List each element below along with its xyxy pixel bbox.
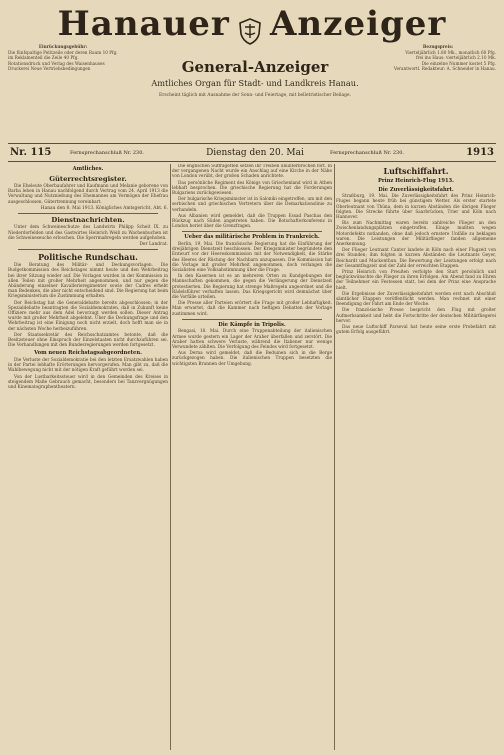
paragraph: Die englischen Suffragetten setzen ihr Treiben ununterbrochen fort. In der vergangenen Nacht wurde ein Anschlag auf eine Kirche in der Nähe von London verübt, der großen Schaden anrichtete. — [172, 164, 332, 180]
signature: Der Landrat. — [139, 242, 168, 248]
publication-note: Erscheint täglich mit Ausnahme der Sonn- und Feiertage, mit belletristischer Beilage. — [159, 93, 351, 98]
column-2 — [172, 164, 332, 750]
bottom-rule — [8, 161, 496, 162]
phone-right: Fernsprechanschluß Nr. 230. — [330, 150, 404, 156]
separator — [18, 249, 158, 250]
paragraph: In den Kasernen ist es an mehreren Orten zu Kundgebungen der Mannschaften gekommen, die gegen die Verlängerung der Dienstzeit protestierten. Die Regierung hat strenge Maßregeln angeordnet und die Rädelsführer verhaften lassen. Das Kriegsgericht wird demnächst über die Vorfälle urteilen. — [172, 274, 332, 301]
section-heading: Dienstnachrichten. — [51, 216, 125, 225]
paragraph: Die französische Presse bespricht den Flug mit großer Aufmerksamkeit und hebt die Fortschritte der deutschen Militärfliegerei hervor. — [336, 308, 496, 324]
paragraph: Straßburg, 19. Mai. Die Zuverlässigkeitsfahrt des Prinz Heinrich-Fluges begann heute früh bei günstigem Wetter. Als erster startete Oberleutnant von Thüna, dem in kurzen Abständen die übrigen Flieger folgten. Die Strecke führte über Saarbrücken, Trier und Köln nach Hannover. — [336, 194, 496, 220]
right-box-line: Vierteljährlich 1.80 Mk., monatlich 60 Pfg. — [405, 49, 496, 55]
masthead-right-word: Anzeiger — [270, 4, 447, 44]
issue-number: Nr. 115 — [10, 147, 52, 158]
paragraph: Von der Lustbarkeitssteuer wird in den Gemeinden des Kreises in steigendem Maße Gebrauch gemacht, besonders bei Tanzvergnügungen und Kinematographentheatern. — [8, 374, 168, 391]
paragraph: Der Staatssekretär des Reichsschatzamtes betonte, daß die Besitzsteuer ohne Einspruch der Einzelstaaten nicht durchzuführen sei. Die Verhandlungen mit den Bundesregierungen werden fortgesetzt. — [8, 332, 168, 349]
section-heading: Die Kämpfe in Tripolis. — [218, 321, 286, 328]
column-1 — [8, 164, 168, 750]
paragraph: Prinz Heinrich von Preußen verfolgte den Start persönlich und beglückwünschte die Flieger zu ihren Erfolgen. Am Abend fand zu Ehren der Teilnehmer ein Festessen statt, bei dem der Prinz eine Ansprache hielt. — [336, 270, 496, 291]
left-box-heading: Einrückungsgebühr: — [38, 44, 88, 49]
paragraph: Berlin, 19. Mai. Die französische Regierung hat die Einführung der dreijährigen Dienstzeit beschlossen. Der Kriegsminister begründete den Entwurf vor der Heereskommission mit der Notwendigkeit, die Stärke des Heeres der Rüstung der Nachbarn anzupassen. Die Kommission hat die Vorlage mit großer Mehrheit angenommen, doch verlangen die Sozialisten eine Volksabstimmung über die Frage. — [172, 242, 332, 274]
paragraph: Das neue Luftschiff Parseval hat heute seine erste Probefahrt mit gutem Erfolg ausgeführt. — [336, 325, 496, 336]
section-heading: Vom neuen Reichstagsabgeordneten. — [34, 350, 142, 357]
column-3 — [336, 164, 496, 750]
issue-year: 1913 — [466, 147, 494, 158]
paragraph: Aus Derna wird gemeldet, daß die Beduinen sich in die Berge zurückgezogen haben. Die italienischen Truppen besetzten die wichtigsten Brunnen der Umgebung. — [172, 351, 332, 367]
paragraph: Die Verluste der Sozialdemokratie bei den letzten Ersatzwahlen haben in der Partei lebhafte Erörterungen hervorgerufen. Man gibt zu, daß die Wahlbewegung nicht mit der nötigen Kraft geführt worden sei. — [8, 358, 168, 374]
section-heading: Güterrechtsregister. — [49, 174, 127, 183]
paragraph: Der Reichstag hat die Generaldebatte bereits abgeschlossen; in der Spezialdebatte beantragten die Sozialdemokraten, daß in Zukunft keine Offiziere mehr aus dem Adel bevorzugt werden sollen. Dieser Antrag wurde mit großer Mehrheit abgelehnt. Über die Deckungsfrage und den Wehrbeitrag ist eine Einigung noch nicht erzielt, doch hofft man sie in der nächsten Woche herbeizuführen. — [8, 300, 168, 332]
right-box-heading: Bezugspreis: — [422, 44, 454, 49]
paragraph: Die Presse aller Parteien erörtert die Frage mit großer Lebhaftigkeit. Man erwartet, daß die Kammer nach heftigen Debatten der Vorlage zustimmen wird. — [172, 301, 332, 317]
separator — [182, 231, 322, 232]
column-divider — [170, 164, 171, 750]
paragraph: Die Eheleute Oberbaufahrer und Kaufmann und Melanie geborene von Barba leben in Hanau nachfolgend durch Vertrag vom 24. April 1913 die Verwaltung und Nutznießung des Ehemannes am Vermögen der Ehefrau ausgeschlossen, Gütertrennung vereinbart. — [8, 184, 168, 205]
paragraph: Der Flieger Leutnant Canter landete in Köln nach einer Flugzeit von drei Stunden; ihm folgten in kurzen Abständen die Leutnants Geyer, Reichardt und Mackenthun. Die Bewertung der Leistungen erfolgt nach der Gesamtflugzeit und der Zahl der erreichten Etappen. — [336, 248, 496, 269]
section-heading: Die Zuverlässigkeitsfahrt. — [378, 186, 454, 193]
left-box-line: Die fünfspaltige Petitzeile oder deren Raum 10 Pfg. — [8, 49, 118, 55]
separator — [18, 213, 158, 214]
left-box-line: Rotationsdruck und Verlag des Waisenhauses — [8, 60, 105, 66]
section-heading: Prinz Heinrich-Flug 1913. — [378, 178, 454, 184]
paragraph: Das persönliche Regiment des Königs von Griechenland wird in Athen lebhaft besprochen. Die griechische Regierung hat die Forderungen Bulgariens zurückgewiesen. — [172, 180, 332, 197]
subscription-info-right — [380, 44, 496, 126]
section-heading: Politische Rundschau. — [38, 252, 138, 263]
left-box-line: Druckerei Neue Vertriebsbedingungen — [8, 66, 91, 72]
right-box-line: frei ins Haus: vierteljährlich 2.10 Mk. — [416, 55, 496, 61]
section-heading: Amtliches. — [72, 166, 104, 172]
paragraph: Bis zum Nachmittag waren bereits zahlreiche Flieger an den Zwischenlandungsplätzen eingetroffen. Einige mußten wegen Motordefekts notlanden, ohne daß jedoch ernstere Unfälle zu beklagen waren. Die Leistungen der Militärflieger fanden allgemeine Anerkennung. — [336, 221, 496, 248]
left-box-line: im Reklamenteil die Zeile 40 Pfg. — [8, 55, 79, 61]
column-divider — [334, 164, 335, 750]
right-box-line: Verantwortl. Redakteur: A. Schneider in Hanau. — [393, 66, 496, 72]
masthead — [10, 6, 494, 42]
issue-date: Dienstag den 20. Mai — [206, 148, 304, 158]
phone-left: Fernsprechanschluß Nr. 230. — [70, 150, 144, 156]
section-heading: Luftschiffahrt. — [383, 166, 449, 176]
paragraph: Bengasi, 18. Mai. Durch eine Truppenabteilung der italienischen Armee wurde gestern ein Lager der Araber überfallen und zerstört. Die Araber hatten schwere Verluste, während die Italiener nur wenige Verwundete zählten. Die Verfolgung des Feindes wird fortgesetzt. — [172, 329, 332, 351]
section-heading: Ueber das militärische Problem in Frankreich. — [184, 234, 320, 241]
coat-of-arms-icon — [235, 16, 265, 46]
paragraph: Die Beratung des Militär- und Deckungsvorlagen. Die Budgetkommission des Reichstages nimmt heute und den Wehrbeitrag bei ihrer Sitzung wieder auf. Die Vorlagen wurden in der Kommission in allen Teilen mit großer Mehrheit angenommen, und nur gegen die Abänderung einzelner Kavallerieregimenter sowie der Cadres erhebt man Bedenken, die aber nicht entscheidend sind. Die Regierung hat beim Kriegsministerium die Zustimmung erhalten. — [8, 263, 168, 300]
masthead-left-word: Hanauer — [57, 4, 230, 44]
paragraph: Die Ergebnisse der Zuverlässigkeitsfahrt werden erst nach Abschluß sämtlicher Etappen veröffentlicht werden. Man rechnet mit einer Beendigung der Fahrt am Ende der Woche. — [336, 291, 496, 308]
tagline: Amtliches Organ für Stadt- und Landkreis Hanau. — [151, 78, 359, 88]
separator — [182, 319, 322, 320]
paragraph: Aus Albanien wird gemeldet, daß die Truppen Essad Paschas den Rückzug nach Süden angetreten haben. Die Botschafterkonferenz in London beriet über die Grenzfragen. — [172, 213, 332, 230]
subscription-info-left — [8, 44, 118, 126]
signature: Hanau den 8. Mai 1913. Königliches Amtsgericht, Abt. 6. — [40, 205, 168, 211]
subtitle: General-Anzeiger — [181, 58, 329, 76]
top-rule — [8, 143, 496, 144]
right-box-line: Die einzelne Nummer kostet 5 Pfg. — [421, 60, 496, 66]
paragraph: Der bulgarische Kriegsminister ist in Saloniki eingetroffen, um mit den serbischen und griechischen Vertretern über die Demarkationslinie zu verhandeln. — [172, 197, 332, 213]
paragraph: Unter dem Schweineschutze des Landwirts Philipp Scheit IX. zu Niederdorfelden und des Gastwirtes Heinrich Weiß zu Wachenbuchen ist die Schweineseuche erloschen. Die Sperrmaßregeln werden aufgehoben. — [8, 225, 168, 241]
